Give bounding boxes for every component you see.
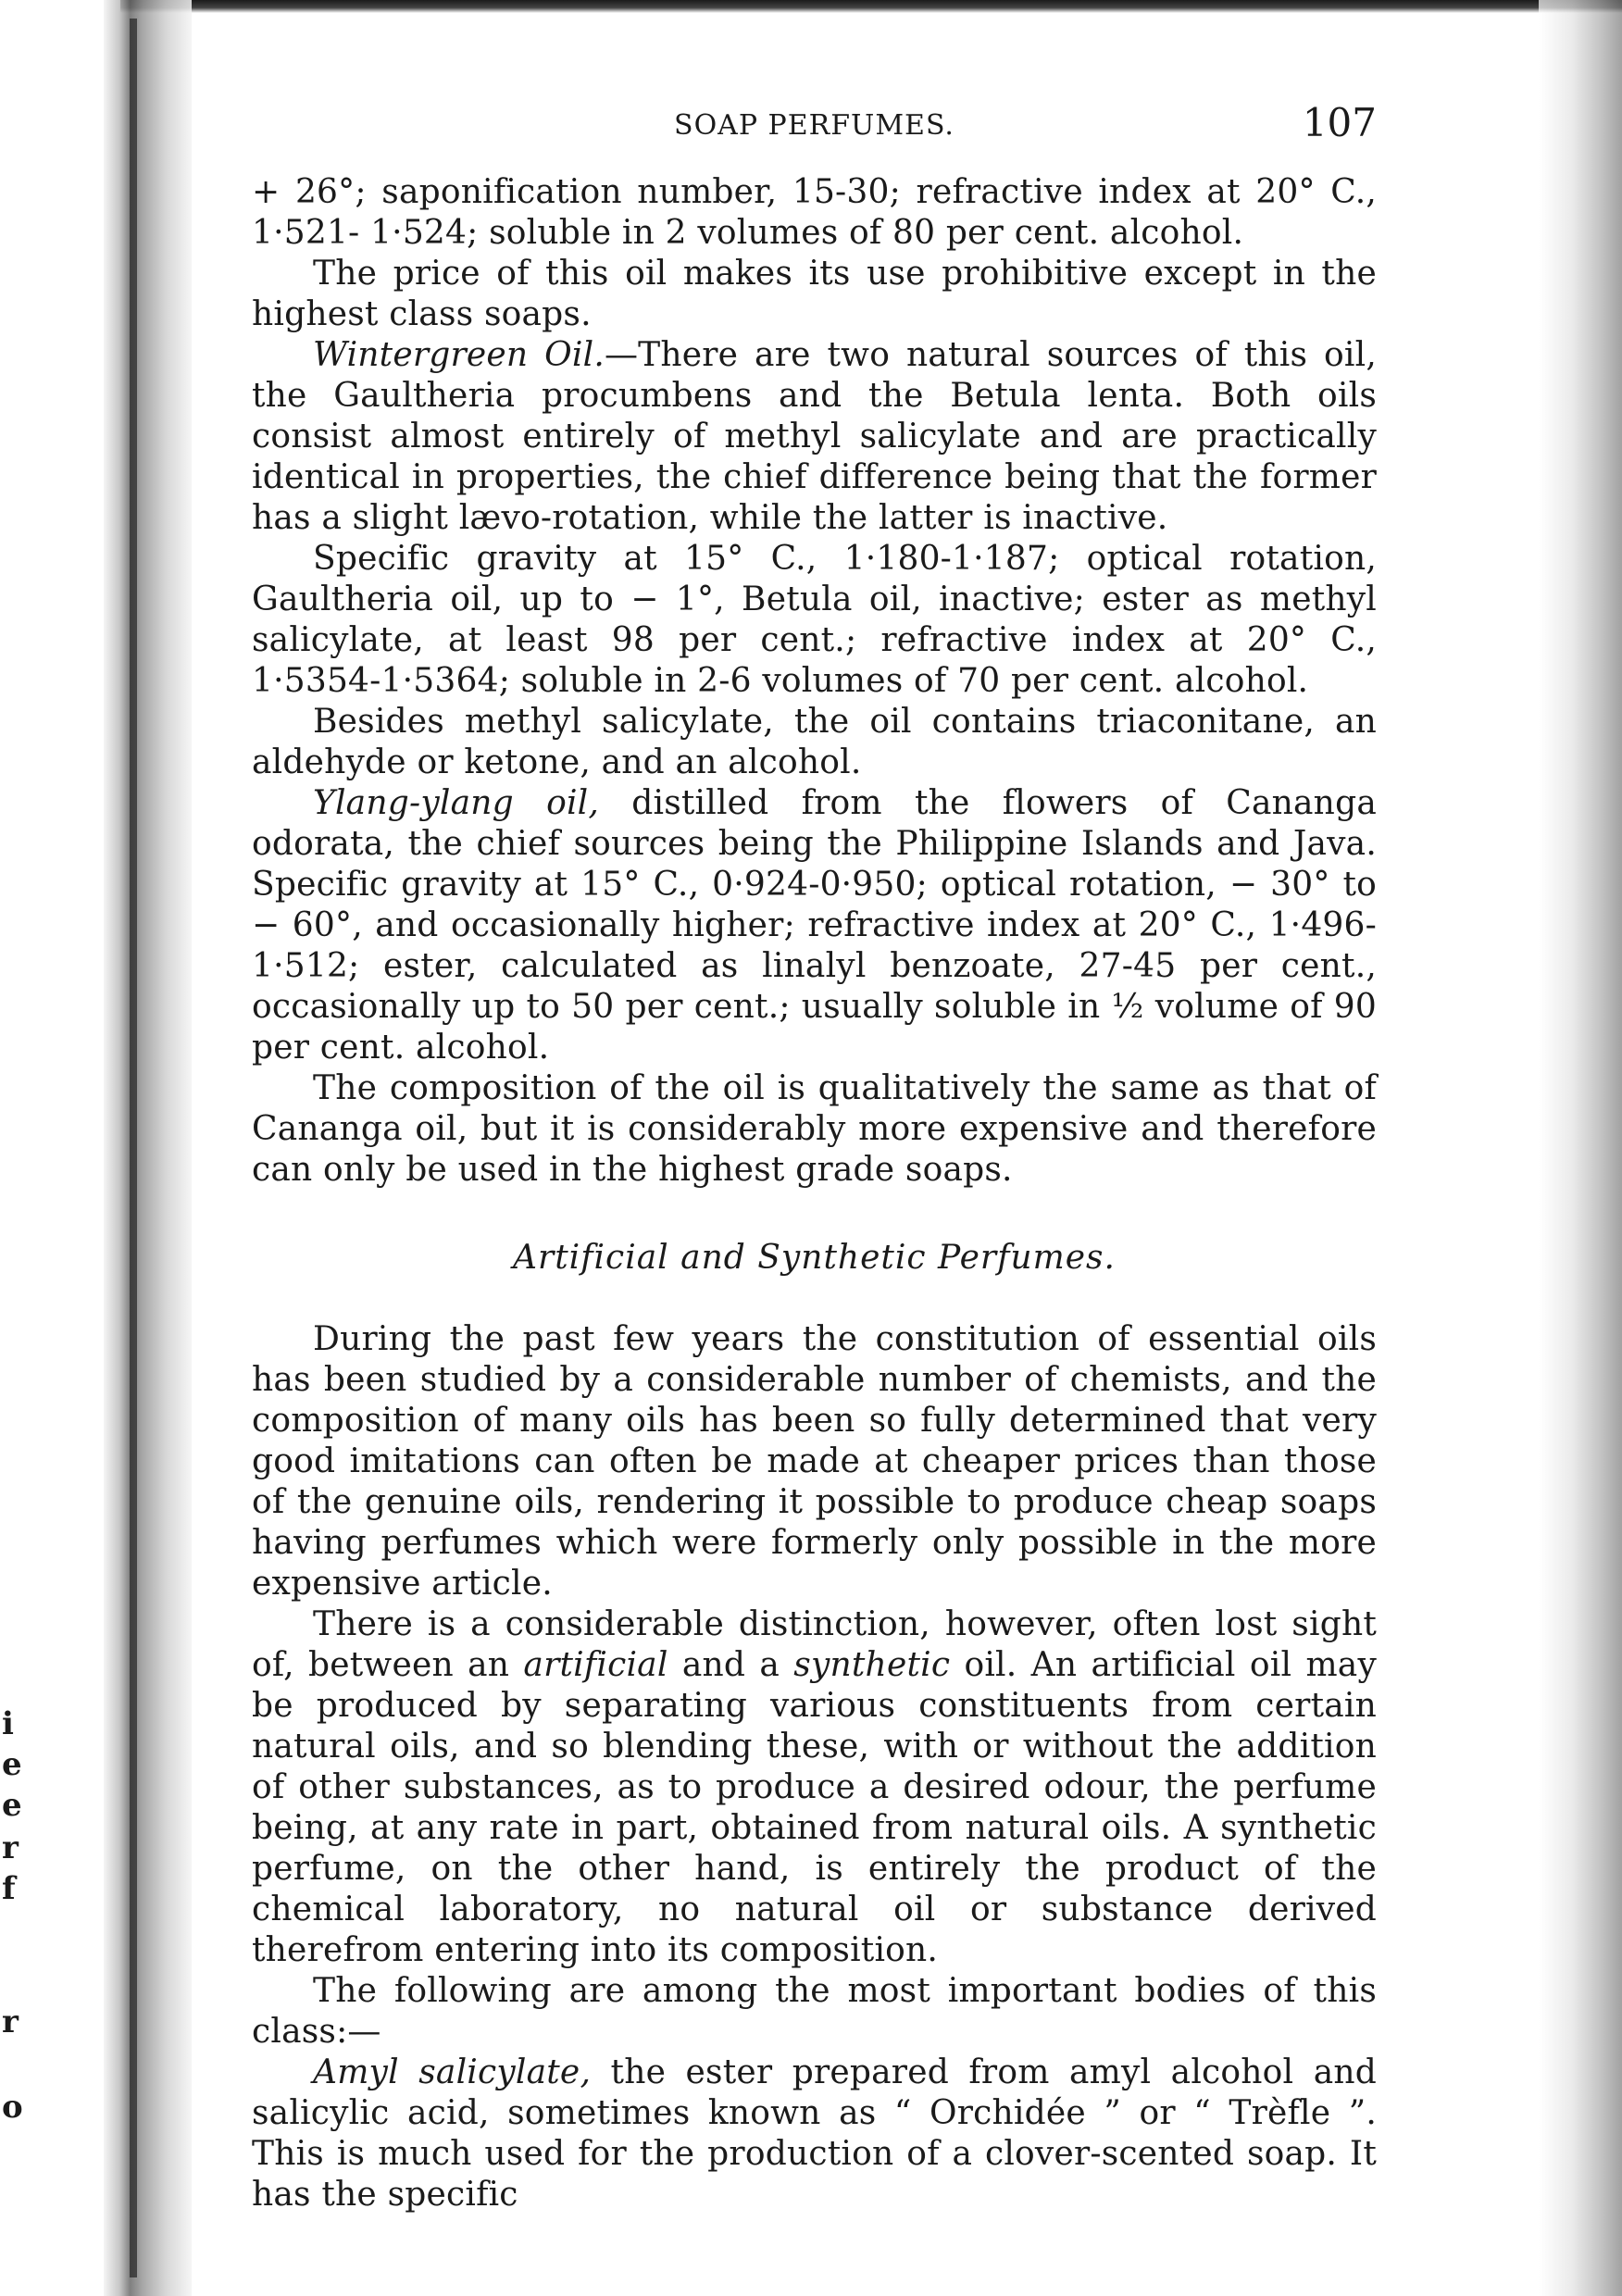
- paragraph-text: distilled from the flowers of Cananga odorata, the chief sources being the Philippine Islands and Java. Specific gravity at 15° C., 0·924-0·950; optical rotation, − 30° to − 60°, and occasionally higher; refractive index at 20° C., 1·496-1·512; ester, calculated as linalyl benzoate, 27-45 per cent., occasionally up to 50 per cent.; usually soluble in ½ volume of 90 per cent. alcohol.: [252, 784, 1377, 1067]
- italic-text: synthetic: [793, 1646, 951, 1684]
- italic-text: Ylang-ylang oil,: [313, 784, 600, 822]
- section-heading: Artificial and Synthetic Perfumes.: [513, 1239, 1116, 1277]
- margin-fragment: e: [2, 1787, 22, 1824]
- paragraph-p6: [252, 783, 1377, 1068]
- paragraph-text: the ester prepared from amyl alcohol and salicylic acid, sometimes known as “ Orchidée ” or “ Trèfle ”. This is much used for the production of a clover-scented soap. It has the specific: [252, 2053, 1377, 2214]
- paragraph-s4: [252, 2053, 1377, 2215]
- body-text: [252, 172, 1377, 2215]
- page-number: 107: [1302, 100, 1377, 145]
- paragraphs-bottom: [252, 1319, 1377, 2215]
- book-page: [252, 100, 1377, 2215]
- italic-text: Wintergreen Oil.: [313, 336, 605, 374]
- paragraph-text: The following are among the most important bodies of this class:—: [252, 1972, 1377, 2051]
- scan-top-edge: [120, 0, 1622, 13]
- paragraphs-top: [252, 172, 1377, 1191]
- paragraph-p7: [252, 1068, 1377, 1191]
- paragraph-p5: [252, 702, 1377, 783]
- paragraph-s2: [252, 1604, 1377, 1971]
- page-gutter-edge: [130, 19, 137, 2277]
- paragraph-text: —There are two natural sources of this oil, the Gaultheria procumbens and the Betula lenta. Both oils consist almost entirely of methyl salicylate and are practically identical in properties, the chief difference being that the former has a slight lævo-rotation, while the latter is inactive.: [252, 336, 1378, 537]
- italic-text: Amyl salicylate,: [313, 2053, 592, 2091]
- paragraph-text: The composition of the oil is qualitatively the same as that of Cananga oil, but it is considerably more expensive and therefore can only be used in the highest grade soaps.: [252, 1069, 1377, 1189]
- margin-fragment: o: [2, 2089, 23, 2126]
- margin-fragment: f: [2, 1870, 16, 1907]
- margin-fragment: r: [2, 2003, 19, 2040]
- margin-fragment: e: [2, 1746, 22, 1783]
- paragraph-text: Specific gravity at 15° C., 1·180-1·187; optical rotation, Gaultheria oil, up to − 1°, Betula oil, inactive; ester as methyl salicylate, at least 98 per cent.; refractive index at 20° C., 1·5354-1·5364; soluble in 2-6 volumes of 70 per cent. alcohol.: [252, 540, 1377, 700]
- margin-fragment: i: [2, 1705, 14, 1742]
- paragraph-text: The price of this oil makes its use prohibitive except in the highest class soaps.: [252, 255, 1377, 333]
- paragraph-p4: [252, 539, 1377, 702]
- paragraph-text: Besides methyl salicylate, the oil contains triaconitane, an aldehyde or ketone, and an alcohol.: [252, 703, 1377, 781]
- paragraph-p1: [252, 172, 1377, 254]
- page-header: [252, 100, 1377, 156]
- paragraph-s1: [252, 1319, 1377, 1604]
- paragraph-p2: [252, 254, 1377, 335]
- facing-page-fragments: [0, 0, 23, 2296]
- margin-fragment: r: [2, 1829, 19, 1866]
- paragraph-s3: [252, 1971, 1377, 2053]
- italic-text: artificial: [523, 1646, 668, 1684]
- paragraph-text: During the past few years the constitution of essential oils has been studied by a considerable number of chemists, and the composition of many oils has been so fully determined that very good imitations can often be made at cheaper prices than those of the genuine oils, rendering it possible to produce cheap soaps having perfumes which were formerly only possible in the more expensive article.: [252, 1320, 1377, 1603]
- paragraph-text: + 26°; saponification number, 15-30; refractive index at 20° C., 1·521- 1·524; soluble in 2 volumes of 80 per cent. alcohol.: [252, 173, 1377, 252]
- paragraph-text: There is a considerable distinction, however, often lost sight of, between an: [252, 1605, 1377, 1684]
- paragraph-text: oil. An artificial oil may be produced by separating various constituents from certain natural oils, and so blending these, with or without the addition of other substances, as to produce a desired odour, the perfume being, at any rate in part, obtained from natural oils. A synthetic perfume, on the other hand, is entirely the product of the chemical laboratory, no natural oil or substance derived therefrom entering into its composition.: [252, 1646, 1377, 1969]
- page-right-edge-shadow: [1539, 0, 1622, 2296]
- paragraph-text: and a: [668, 1646, 794, 1684]
- book-binding-shadow: [104, 0, 192, 2296]
- running-title: SOAP PERFUMES.: [674, 109, 954, 142]
- paragraph-p3: [252, 335, 1377, 539]
